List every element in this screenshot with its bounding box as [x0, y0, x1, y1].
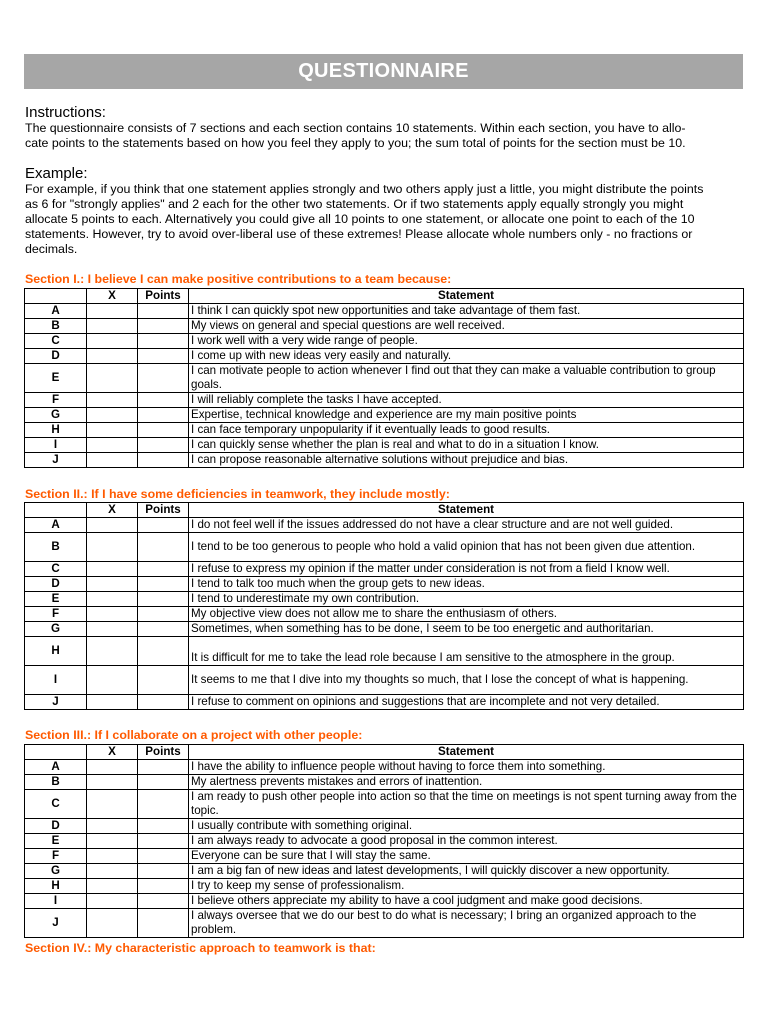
row-letter: A [25, 760, 87, 775]
table-row [25, 334, 744, 349]
x-cell[interactable] [87, 760, 138, 775]
x-cell[interactable] [87, 592, 138, 607]
table-row [25, 453, 744, 468]
statement-cell: I refuse to comment on opinions and suggestions that are incomplete and not very detailed. [189, 695, 744, 710]
table-row [25, 518, 744, 533]
table-row [25, 319, 744, 334]
statement-cell: I can quickly sense whether the plan is real and what to do in a situation I know. [189, 438, 744, 453]
row-letter: A [25, 518, 87, 533]
table-row [25, 819, 744, 834]
row-letter: G [25, 622, 87, 637]
points-cell[interactable] [138, 304, 189, 319]
row-letter: D [25, 577, 87, 592]
example-line: allocate 5 points to each. Alternatively you could give all 10 points to one statement, or allocate one point to each of the 10 [25, 212, 695, 227]
row-letter: I [25, 666, 87, 695]
table-row [25, 695, 744, 710]
x-cell[interactable] [87, 849, 138, 864]
points-cell[interactable] [138, 319, 189, 334]
statement-cell: It seems to me that I dive into my thoughts so much, that I lose the concept of what is happening. [189, 666, 744, 695]
points-cell[interactable] [138, 438, 189, 453]
row-letter: F [25, 393, 87, 408]
points-cell[interactable] [138, 518, 189, 533]
row-letter: I [25, 894, 87, 909]
row-letter: E [25, 834, 87, 849]
x-cell[interactable] [87, 819, 138, 834]
table-row [25, 666, 744, 695]
x-cell[interactable] [87, 349, 138, 364]
instructions-line: The questionnaire consists of 7 sections and each section contains 10 statements. Within each section, you have to allo- [25, 121, 686, 135]
points-cell[interactable] [138, 453, 189, 468]
points-cell[interactable] [138, 592, 189, 607]
col-statement-header: Statement [189, 745, 744, 760]
table-row [25, 637, 744, 666]
table-row [25, 393, 744, 408]
col-letter-header [25, 503, 87, 518]
table-row [25, 760, 744, 775]
statement-cell: It is difficult for me to take the lead role because I am sensitive to the atmosphere in the group. [189, 637, 744, 666]
row-letter: C [25, 790, 87, 819]
row-letter: J [25, 453, 87, 468]
table-row [25, 879, 744, 894]
statement-cell: I try to keep my sense of professionalism. [189, 879, 744, 894]
table-header-row [25, 745, 744, 760]
points-cell[interactable] [138, 393, 189, 408]
x-cell[interactable] [87, 637, 138, 666]
example-heading: Example: [25, 165, 88, 182]
x-cell[interactable] [87, 909, 138, 938]
row-letter: H [25, 423, 87, 438]
x-cell[interactable] [87, 364, 138, 393]
x-cell[interactable] [87, 334, 138, 349]
row-letter: I [25, 438, 87, 453]
statement-cell: My objective view does not allow me to share the enthusiasm of others. [189, 607, 744, 622]
table-row [25, 592, 744, 607]
col-statement-header: Statement [189, 289, 744, 304]
statement-cell: I believe others appreciate my ability to have a cool judgment and make good decisions. [189, 894, 744, 909]
table-row [25, 834, 744, 849]
statement-cell: I will reliably complete the tasks I have accepted. [189, 393, 744, 408]
statement-cell: I refuse to express my opinion if the matter under consideration is not from a field I know well. [189, 562, 744, 577]
col-x-header: X [87, 289, 138, 304]
row-letter: D [25, 349, 87, 364]
x-cell[interactable] [87, 438, 138, 453]
statement-cell: I usually contribute with something original. [189, 819, 744, 834]
col-points-header: Points [138, 503, 189, 518]
example-line: as 6 for "strongly applies" and 2 each for the other two statements. Or if two statements apply equally strongly you might [25, 197, 684, 212]
col-letter-header [25, 289, 87, 304]
table-row [25, 364, 744, 393]
points-cell[interactable] [138, 562, 189, 577]
col-x-header: X [87, 503, 138, 518]
table-row [25, 423, 744, 438]
statement-cell: I work well with a very wide range of people. [189, 334, 744, 349]
statement-cell: Everyone can be sure that I will stay the same. [189, 849, 744, 864]
points-cell[interactable] [138, 819, 189, 834]
statement-cell: I do not feel well if the issues addressed do not have a clear structure and are not well guided. [189, 518, 744, 533]
row-letter: B [25, 319, 87, 334]
table-row [25, 849, 744, 864]
x-cell[interactable] [87, 423, 138, 438]
row-letter: G [25, 864, 87, 879]
section-2-table [24, 502, 744, 710]
row-letter: J [25, 695, 87, 710]
statement-cell: I think I can quickly spot new opportunities and take advantage of them fast. [189, 304, 744, 319]
x-cell[interactable] [87, 304, 138, 319]
col-letter-header [25, 745, 87, 760]
x-cell[interactable] [87, 393, 138, 408]
points-cell[interactable] [138, 622, 189, 637]
x-cell[interactable] [87, 533, 138, 562]
row-letter: B [25, 775, 87, 790]
points-cell[interactable] [138, 364, 189, 393]
section-4-title: Section IV.: My characteristic approach to teamwork is that: [25, 941, 376, 955]
row-letter: C [25, 334, 87, 349]
x-cell[interactable] [87, 695, 138, 710]
example-text [25, 182, 740, 257]
x-cell[interactable] [87, 408, 138, 423]
statement-cell: Expertise, technical knowledge and experience are my main positive points [189, 408, 744, 423]
row-letter: H [25, 879, 87, 894]
points-cell[interactable] [138, 834, 189, 849]
section-1-title: Section I.: I believe I can make positive contributions to a team because: [25, 272, 452, 286]
instructions-text [25, 121, 740, 151]
table-row [25, 607, 744, 622]
points-cell[interactable] [138, 533, 189, 562]
section-3-table [24, 744, 744, 938]
statement-cell: Sometimes, when something has to be done, I seem to be too energetic and authoritarian. [189, 622, 744, 637]
row-letter: E [25, 592, 87, 607]
x-cell[interactable] [87, 834, 138, 849]
example-line: statements. However, try to avoid over-liberal use of these extremes! Please allocate whole numbers only - no fractions or [25, 227, 693, 242]
table-row [25, 304, 744, 319]
table-row [25, 408, 744, 423]
statement-cell: I can propose reasonable alternative solutions without prejudice and bias. [189, 453, 744, 468]
x-cell[interactable] [87, 879, 138, 894]
table-row [25, 533, 744, 562]
table-row [25, 864, 744, 879]
table-header-row [25, 289, 744, 304]
statement-cell: I have the ability to influence people without having to force them into something. [189, 760, 744, 775]
points-cell[interactable] [138, 334, 189, 349]
points-cell[interactable] [138, 423, 189, 438]
points-cell[interactable] [138, 894, 189, 909]
table-row [25, 909, 744, 938]
col-points-header: Points [138, 745, 189, 760]
row-letter: J [25, 909, 87, 938]
table-header-row [25, 503, 744, 518]
row-letter: H [25, 637, 87, 666]
section-2-title: Section II.: If I have some deficiencies in teamwork, they include mostly: [25, 487, 450, 501]
example-line: decimals. [25, 242, 78, 257]
col-statement-header: Statement [189, 503, 744, 518]
table-row [25, 577, 744, 592]
points-cell[interactable] [138, 695, 189, 710]
points-cell[interactable] [138, 607, 189, 622]
points-cell[interactable] [138, 864, 189, 879]
row-letter: D [25, 819, 87, 834]
x-cell[interactable] [87, 577, 138, 592]
instructions-line: cate points to the statements based on how you feel they apply to you; the sum total of points for the section must be 10. [25, 136, 686, 151]
x-cell[interactable] [87, 790, 138, 819]
x-cell[interactable] [87, 864, 138, 879]
row-letter: C [25, 562, 87, 577]
statement-cell: I come up with new ideas very easily and naturally. [189, 349, 744, 364]
row-letter: E [25, 364, 87, 393]
points-cell[interactable] [138, 637, 189, 666]
x-cell[interactable] [87, 562, 138, 577]
points-cell[interactable] [138, 790, 189, 819]
points-cell[interactable] [138, 666, 189, 695]
row-letter: A [25, 304, 87, 319]
statement-cell: I am always ready to advocate a good proposal in the common interest. [189, 834, 744, 849]
statement-cell: I am ready to push other people into action so that the time on meetings is not spent turning away from the topic. [189, 790, 744, 819]
section-3-title: Section III.: If I collaborate on a project with other people: [25, 728, 363, 742]
example-line: For example, if you think that one statement applies strongly and two others apply just a little, you might distribute the points [25, 182, 704, 196]
table-row [25, 438, 744, 453]
x-cell[interactable] [87, 775, 138, 790]
points-cell[interactable] [138, 577, 189, 592]
statement-cell: I can motivate people to action whenever I find out that they can make a valuable contribution to group goals. [189, 364, 744, 393]
col-x-header: X [87, 745, 138, 760]
x-cell[interactable] [87, 607, 138, 622]
statement-cell: I tend to underestimate my own contribution. [189, 592, 744, 607]
statement-cell: I am a big fan of new ideas and latest developments, I will quickly discover a new opportunity. [189, 864, 744, 879]
table-row [25, 790, 744, 819]
x-cell[interactable] [87, 666, 138, 695]
points-cell[interactable] [138, 760, 189, 775]
points-cell[interactable] [138, 408, 189, 423]
table-row [25, 349, 744, 364]
row-letter: G [25, 408, 87, 423]
table-row [25, 622, 744, 637]
col-points-header: Points [138, 289, 189, 304]
statement-cell: I tend to be too generous to people who hold a valid opinion that has not been given due attention. [189, 533, 744, 562]
points-cell[interactable] [138, 909, 189, 938]
points-cell[interactable] [138, 349, 189, 364]
points-cell[interactable] [138, 775, 189, 790]
x-cell[interactable] [87, 319, 138, 334]
page-title: QUESTIONNAIRE [24, 54, 743, 89]
statement-cell: My alertness prevents mistakes and errors of inattention. [189, 775, 744, 790]
statement-cell: I always oversee that we do our best to do what is necessary; I bring an organized approach to the problem. [189, 909, 744, 938]
statement-cell: My views on general and special questions are well received. [189, 319, 744, 334]
x-cell[interactable] [87, 622, 138, 637]
table-row [25, 775, 744, 790]
row-letter: F [25, 607, 87, 622]
instructions-heading: Instructions: [25, 104, 106, 121]
points-cell[interactable] [138, 849, 189, 864]
statement-cell: I can face temporary unpopularity if it eventually leads to good results. [189, 423, 744, 438]
x-cell[interactable] [87, 518, 138, 533]
table-row [25, 894, 744, 909]
statement-cell: I tend to talk too much when the group gets to new ideas. [189, 577, 744, 592]
points-cell[interactable] [138, 879, 189, 894]
x-cell[interactable] [87, 453, 138, 468]
x-cell[interactable] [87, 894, 138, 909]
section-1-table [24, 288, 744, 468]
table-row [25, 562, 744, 577]
row-letter: F [25, 849, 87, 864]
row-letter: B [25, 533, 87, 562]
